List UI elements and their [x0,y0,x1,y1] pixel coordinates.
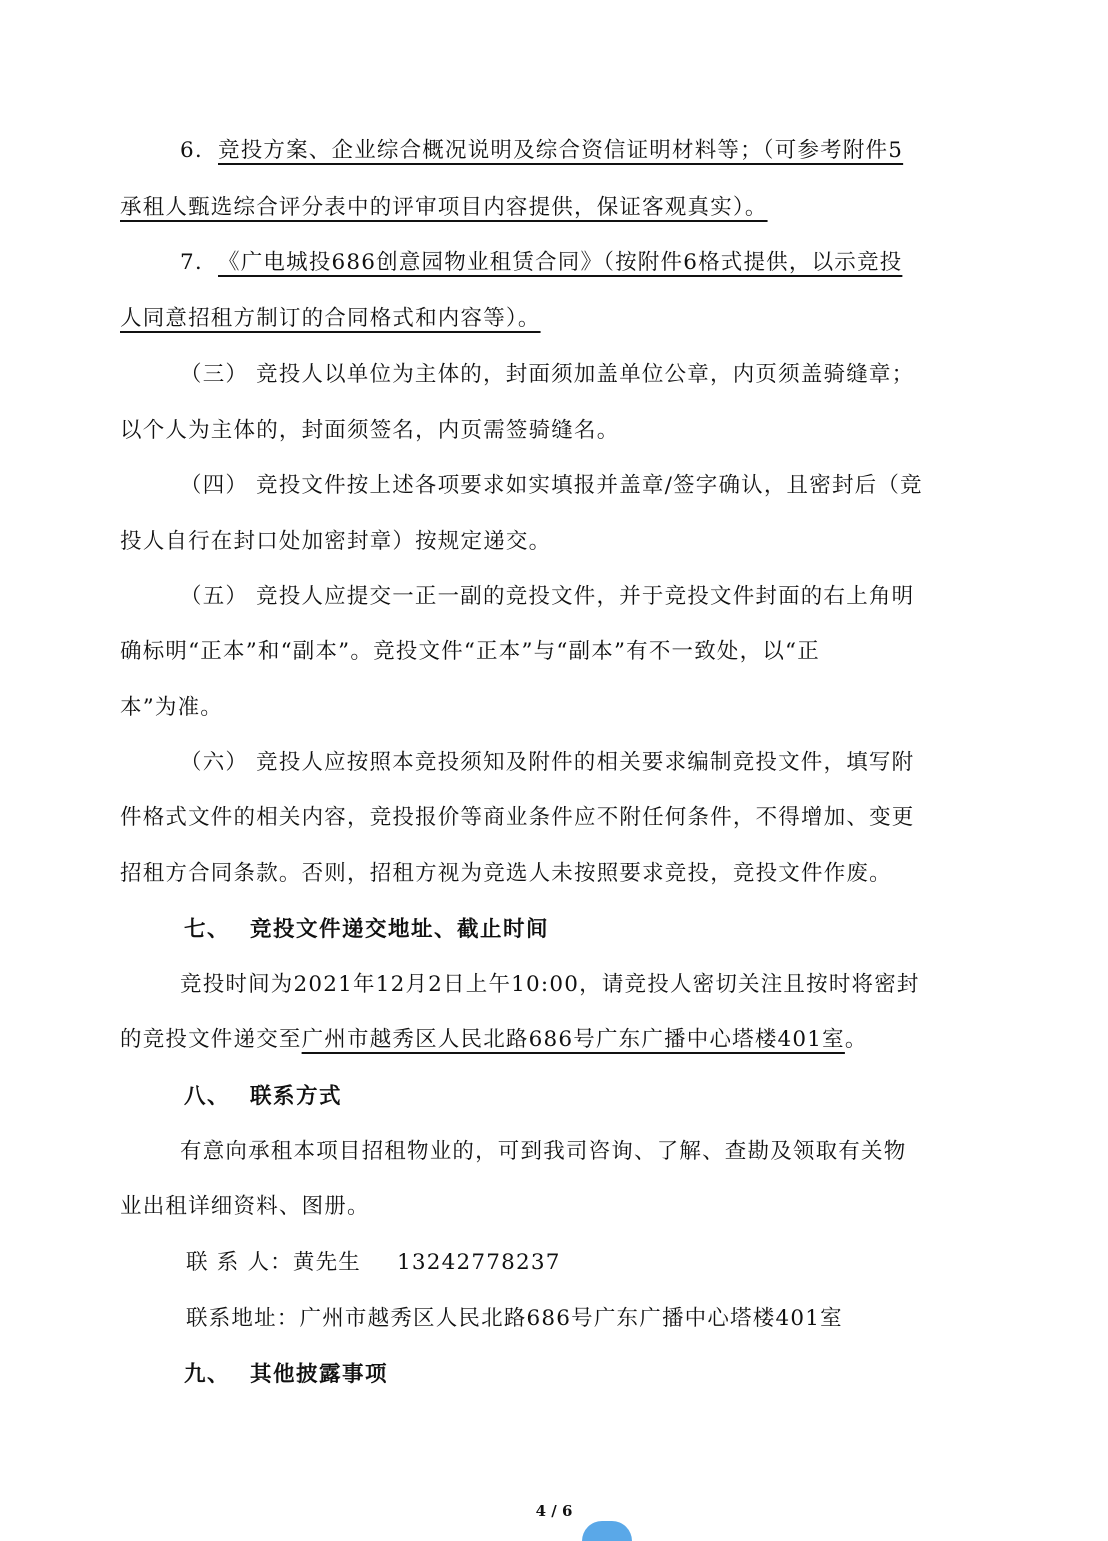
section8-title: 联系方式 [250,1084,343,1109]
item6-number: 6. [180,138,203,163]
para5-text-3: 本”为准。 [120,695,223,720]
section8-line1 [180,1137,1020,1167]
para6-line2 [120,803,960,833]
contact-address-line [186,1304,1026,1334]
contact-phone: 13242778237 [396,1250,561,1275]
para4-text-1: 竞投文件按上述各项要求如实填报并盖章/签字确认，且密封后（竞 [256,473,923,498]
contact-person-line [186,1248,1026,1278]
section8-text-2: 业出租详细资料、图册。 [120,1194,370,1219]
para4-text-2: 投人自行在封口处加密封章）按规定递交。 [120,529,552,554]
contact-person-name: 黄先生 [292,1250,361,1275]
para5-line1 [180,582,1020,612]
para6-line3 [120,859,960,889]
section7-heading [184,915,549,945]
section9-title: 其他披露事项 [250,1362,389,1387]
contact-person-label: 联 系 人： [186,1250,293,1275]
item7-number: 7. [180,250,203,275]
section7-text-2-prefix: 的竞投文件递交至 [120,1027,302,1052]
para5-text-1: 竞投人应提交一正一副的竞投文件，并于竞投文件封面的右上角明 [256,584,915,609]
item6-line2 [120,193,960,223]
para6-label: （六） [180,750,249,775]
para6-text-2: 件格式文件的相关内容，竞投报价等商业条件应不附任何条件，不得增加、变更 [120,805,915,830]
para3-line1 [180,360,1020,390]
para4-label: （四） [180,473,249,498]
blue-mark-icon [582,1521,632,1541]
section8-line2 [120,1192,960,1222]
section7-text-1: 竞投时间为2021年12月2日上午10:00，请竞投人密切关注且按时将密封 [180,972,920,997]
section7-title: 竞投文件递交地址、截止时间 [250,917,550,942]
para5-text-2: 确标明“正本”和“副本”。竞投文件“正本”与“副本”有不一致处，以“正 [120,639,820,664]
item6-text-2: 承租人甄选综合评分表中的评审项目内容提供，保证客观真实）。 [120,195,768,220]
section8-number: 八、 [184,1084,231,1109]
section7-line1 [180,970,1020,1000]
section7-line2 [120,1025,960,1055]
item7-line2 [120,304,960,334]
item6-text-1: 竞投方案、企业综合概况说明及综合资信证明材料等；（可参考附件5 [218,138,904,163]
section7-text-2-suffix: 。 [844,1027,868,1052]
para3-text-1: 竞投人以单位为主体的，封面须加盖单位公章，内页须盖骑缝章； [256,362,915,387]
section9-number: 九、 [184,1362,231,1387]
para6-line1 [180,748,1020,778]
section8-text-1: 有意向承租本项目招租物业的，可到我司咨询、了解、查勘及领取有关物 [180,1139,907,1164]
section9-heading [184,1360,388,1390]
section8-heading [184,1082,342,1112]
item6-line1 [180,136,1020,166]
para4-line2 [120,527,960,557]
para6-text-3: 招租方合同条款。否则，招租方视为竞选人未按照要求竞投，竞投文件作废。 [120,861,892,886]
section7-number: 七、 [184,917,231,942]
item7-text-2: 人同意招租方制订的合同格式和内容等）。 [120,306,541,331]
contact-address-label: 联系地址： [186,1306,300,1331]
para4-line1 [180,471,1020,501]
para3-text-2: 以个人为主体的，封面须签名，内页需签骑缝名。 [120,418,620,443]
section7-address: 广州市越秀区人民北路686号广东广播中心塔楼401室 [301,1027,845,1052]
para6-text-1: 竞投人应按照本竞投须知及附件的相关要求编制竞投文件，填写附 [256,750,915,775]
para5-label: （五） [180,584,249,609]
item7-line1 [180,248,1020,278]
contact-address-value: 广州市越秀区人民北路686号广东广播中心塔楼401室 [299,1306,843,1331]
para5-line3 [120,693,960,723]
para5-line2 [120,637,960,667]
para3-line2 [120,416,960,446]
page-number: 4 / 6 [535,1502,573,1520]
item7-text-1: 《广电城投686创意园物业租赁合同》（按附件6格式提供，以示竞投 [218,250,903,275]
para3-label: （三） [180,362,249,387]
